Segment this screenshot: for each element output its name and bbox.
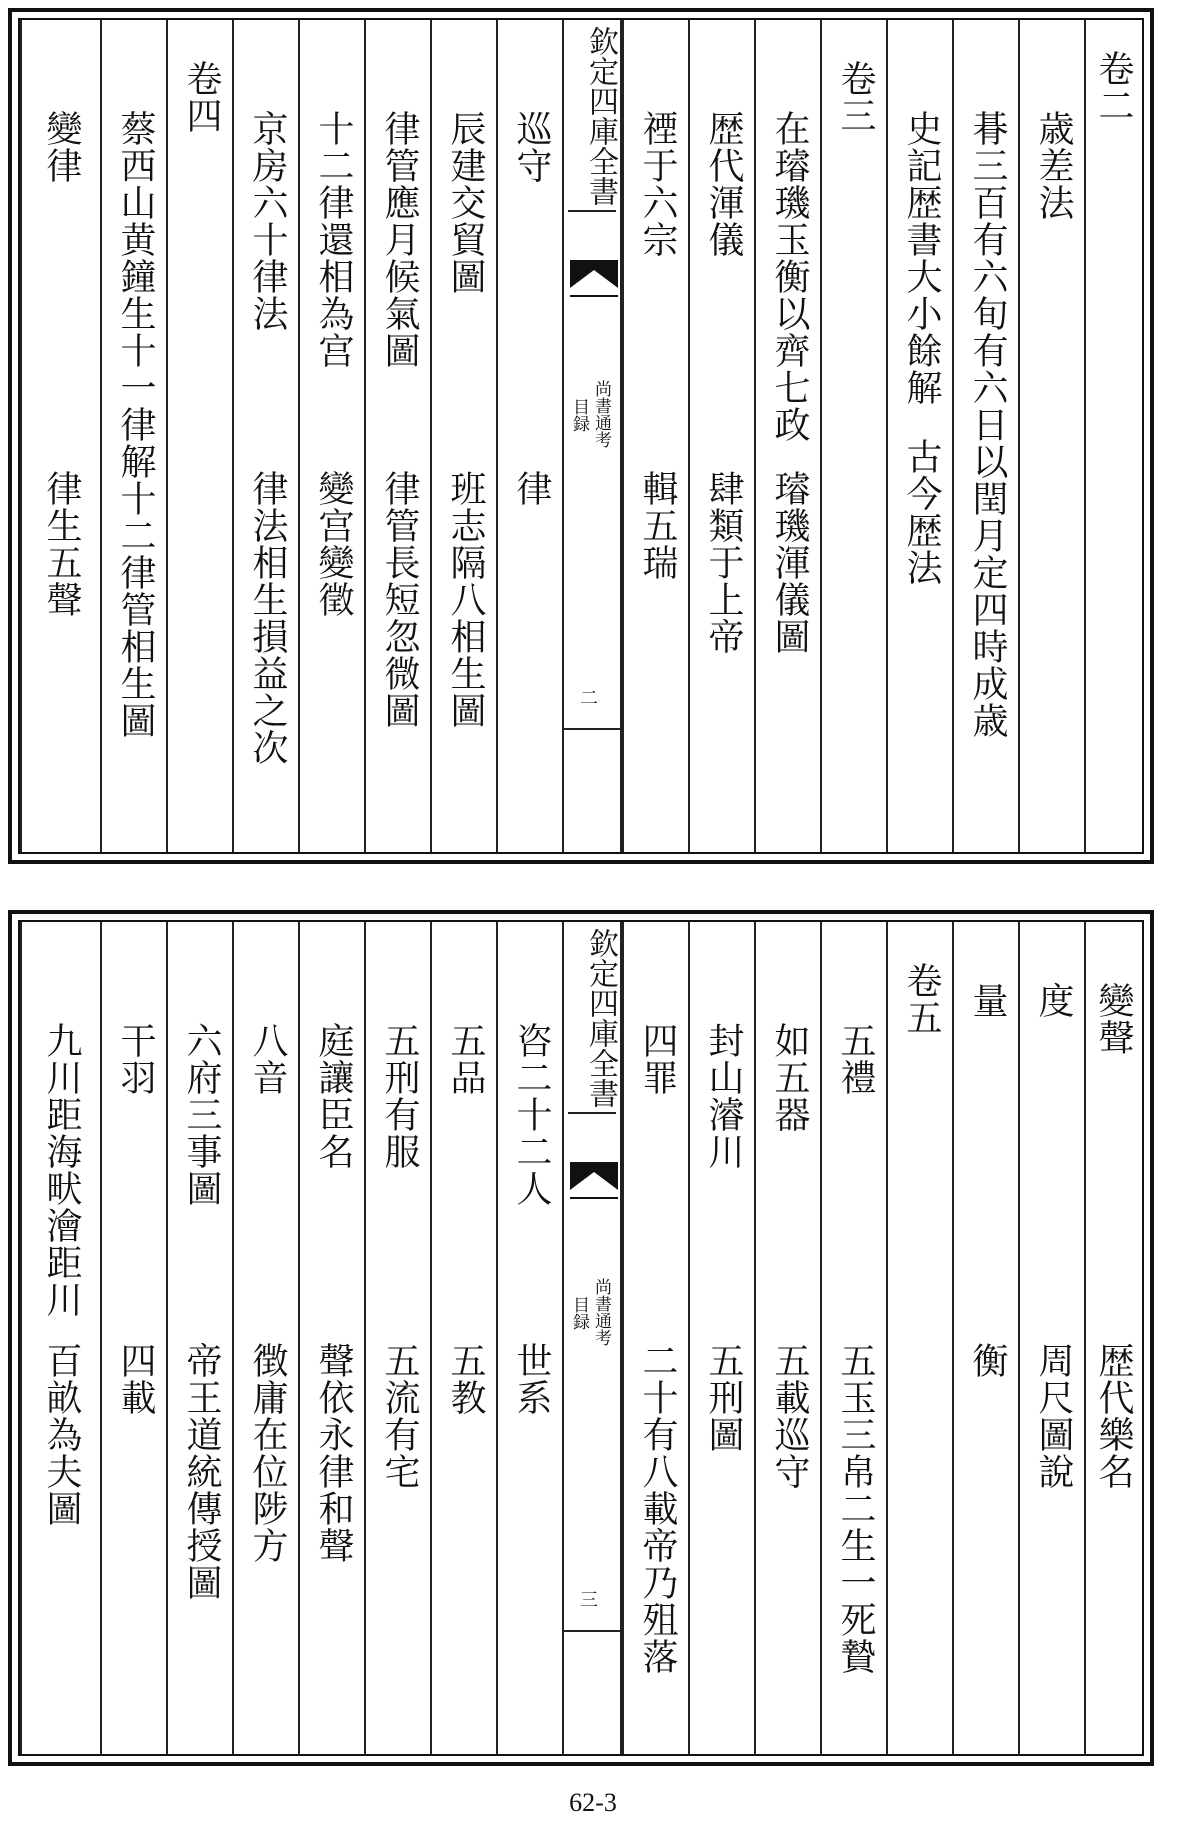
column-text-1: 六府三事圖 (181, 1022, 222, 1207)
column-text-1: 律管應月候氣圖 (379, 110, 420, 369)
column (20, 922, 100, 1754)
column-text-2: 衡 (967, 1342, 1008, 1379)
column-text-2: 五載巡守 (769, 1342, 810, 1490)
column-text-1: 五刑有服 (379, 1022, 420, 1170)
column (1084, 20, 1142, 852)
column (1018, 922, 1084, 1754)
column-text-1: 變律 (41, 110, 82, 184)
column (688, 922, 754, 1754)
section-title: 目録 (569, 1296, 589, 1330)
center-fold-column (562, 20, 622, 852)
column-text-2: 帝王道統傳授圖 (181, 1342, 222, 1601)
column-text-1: 如五器 (769, 1022, 810, 1133)
column-text-2: 肆類于上帝 (703, 470, 744, 655)
column (364, 922, 430, 1754)
column-text-2: 五玉三帛二生一死贄 (835, 1342, 876, 1675)
column-text-2: 五教 (445, 1342, 486, 1416)
column (364, 20, 430, 852)
column-text-2: 五刑圖 (703, 1342, 744, 1453)
column-text-1: 八音 (247, 1022, 288, 1096)
column-text-1: 五品 (445, 1022, 486, 1096)
column-text-1: 卷五 (901, 962, 942, 1036)
column-text-2: 百畝為夫圖 (41, 1342, 82, 1527)
column (496, 922, 562, 1754)
column (1084, 922, 1142, 1754)
column-text-1: 干羽 (115, 1022, 156, 1096)
column-text-2: 二十有八載帝乃殂落 (637, 1342, 678, 1675)
column-text-2: 徴庸在位陟方 (247, 1342, 288, 1564)
column (820, 20, 886, 852)
banner-title: 欽定四庫全書 (568, 928, 616, 1114)
column-text-1: 咨二十二人 (511, 1022, 552, 1207)
column (820, 922, 886, 1754)
column (430, 20, 496, 852)
column (622, 20, 688, 852)
column-text-2: 聲依永律和聲 (313, 1342, 354, 1564)
column (622, 922, 688, 1754)
column-text-1: 史記歴書大小餘解 (901, 110, 942, 406)
page-number: 62-3 (569, 1788, 617, 1817)
column (166, 20, 232, 852)
column-text-2: 璿璣渾儀圖 (769, 470, 810, 655)
column-text-2: 律管長短忽微圖 (379, 470, 420, 729)
column-text-2: 世系 (511, 1342, 552, 1416)
book-title: 尚書通考 (591, 1278, 611, 1346)
top-leaf (8, 8, 1154, 864)
column-text-2: 變宫變徵 (313, 470, 354, 618)
column-text-2: 四載 (115, 1342, 156, 1416)
column (496, 20, 562, 852)
column (232, 922, 298, 1754)
folio-rule (564, 728, 620, 730)
column (952, 922, 1018, 1754)
column (688, 20, 754, 852)
column-text-1: 卷二 (1093, 50, 1134, 124)
column-text-1: 在璿璣玉衡以齊七政 (769, 110, 810, 443)
column-text-2: 歴代樂名 (1093, 1342, 1134, 1490)
column-text-1: 辰建交貿圖 (445, 110, 486, 295)
column (430, 922, 496, 1754)
folio-number: 二 (577, 688, 598, 706)
column-text-2: 五流有宅 (379, 1342, 420, 1490)
column-text-1: 巡守 (511, 110, 552, 184)
column-text-2: 律 (511, 470, 552, 507)
column (886, 20, 952, 852)
column-text-2: 律生五聲 (41, 470, 82, 618)
column (1018, 20, 1084, 852)
column (754, 20, 820, 852)
column-text-1: 五禮 (835, 1022, 876, 1096)
column-text-1: 歳差法 (1033, 110, 1074, 221)
column-text-1: 度 (1033, 982, 1074, 1019)
column-text-2: 律法相生損益之次 (247, 470, 288, 766)
column-text-2: 周尺圖說 (1033, 1342, 1074, 1490)
column-text-1: 卷四 (181, 60, 222, 134)
column-text-1: 朞三百有六旬有六日以閏月定四時成歳 (967, 110, 1008, 739)
column (754, 922, 820, 1754)
column-text-1: 庭讓臣名 (313, 1022, 354, 1170)
column-text-1: 九川距海畎澮距川 (41, 1022, 82, 1318)
column (886, 922, 952, 1754)
folio-number: 三 (577, 1590, 598, 1608)
column-text-2: 班志隔八相生圖 (445, 470, 486, 729)
fishtail-ornament (570, 260, 618, 300)
column-text-1: 京房六十律法 (247, 110, 288, 332)
column-text-2: 輯五瑞 (637, 470, 678, 581)
column (952, 20, 1018, 852)
column-text-1: 量 (967, 982, 1008, 1019)
book-title: 尚書通考 (591, 380, 611, 448)
column (100, 922, 166, 1754)
column-text-1: 變聲 (1093, 982, 1134, 1056)
banner-title: 欽定四庫全書 (568, 26, 616, 212)
center-fold-column (562, 922, 622, 1754)
column-text-1: 卷三 (835, 60, 876, 134)
column-text-1: 蔡西山黄鐘生十一律解十二律管相生圖 (115, 110, 156, 739)
column (232, 20, 298, 852)
column-text-2: 古今歴法 (901, 438, 942, 586)
column-text-1: 十二律還相為宫 (313, 110, 354, 369)
bottom-leaf (8, 910, 1154, 1766)
fishtail-ornament (570, 1162, 618, 1202)
column-text-1: 歴代渾儀 (703, 110, 744, 258)
column (166, 922, 232, 1754)
column (298, 20, 364, 852)
column-text-1: 封山濬川 (703, 1022, 744, 1170)
section-title: 目録 (569, 398, 589, 432)
column (20, 20, 100, 852)
column (100, 20, 166, 852)
column-text-1: 四罪 (637, 1022, 678, 1096)
column-text-1: 禋于六宗 (637, 110, 678, 258)
column (298, 922, 364, 1754)
folio-rule (564, 1630, 620, 1632)
